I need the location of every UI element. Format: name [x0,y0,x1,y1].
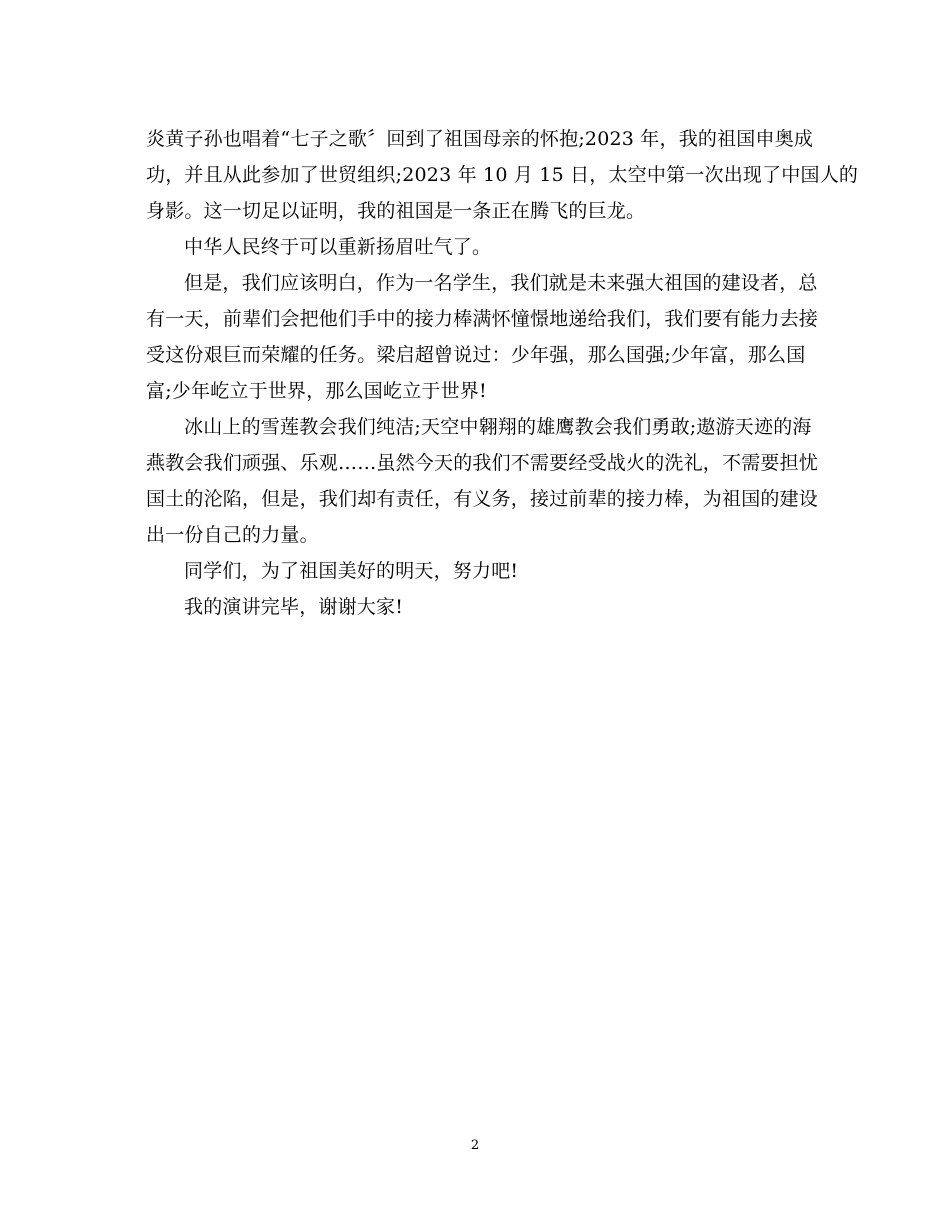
text-line: 身影。这一切足以证明，我的祖国是一条正在腾飞的巨龙。 [146,200,646,222]
text-line: 有一天，前辈们会把他们手中的接力棒满怀憧憬地递给我们，我们要有能力去接 [146,308,819,330]
body-text [146,121,859,625]
text-line: 富;少年屹立于世界，那么国屹立于世界! [146,380,487,402]
text-line: 我的演讲完毕，谢谢大家! [184,596,404,618]
text-line: 国土的沦陷，但是，我们却有责任，有义务，接过前辈的接力棒，为祖国的建设 [146,488,819,510]
text-line: 受这份艰巨而荣耀的任务。梁启超曾说过：少年强，那么国强;少年富，那么国 [146,344,806,366]
text-line: 炎黄子孙也唱着“七子之歌〞回到了祖国母亲的怀抱;2023 年，我的祖国申奥成 [146,128,814,150]
text-line: 功，并且从此参加了世贸组织;2023 年 10 月 15 日，太空中第一次出现了中国人的 [146,164,859,186]
text-line: 出一份自己的力量。 [146,524,319,546]
text-line: 燕教会我们顽强、乐观……虽然今天的我们不需要经受战火的洗礼，不需要担忧 [146,452,819,474]
text-line: 但是，我们应该明白，作为一名学生，我们就是未来强大祖国的建设者，总 [184,272,818,294]
text-line: 同学们，为了祖国美好的明天，努力吧! [184,560,519,582]
page-number: 2 [470,1138,480,1153]
text-line: 冰山上的雪莲教会我们纯洁;天空中翱翔的雄鹰教会我们勇敢;遨游天迹的海 [184,416,812,438]
text-line: 中华人民终于可以重新扬眉吐气了。 [184,236,492,258]
